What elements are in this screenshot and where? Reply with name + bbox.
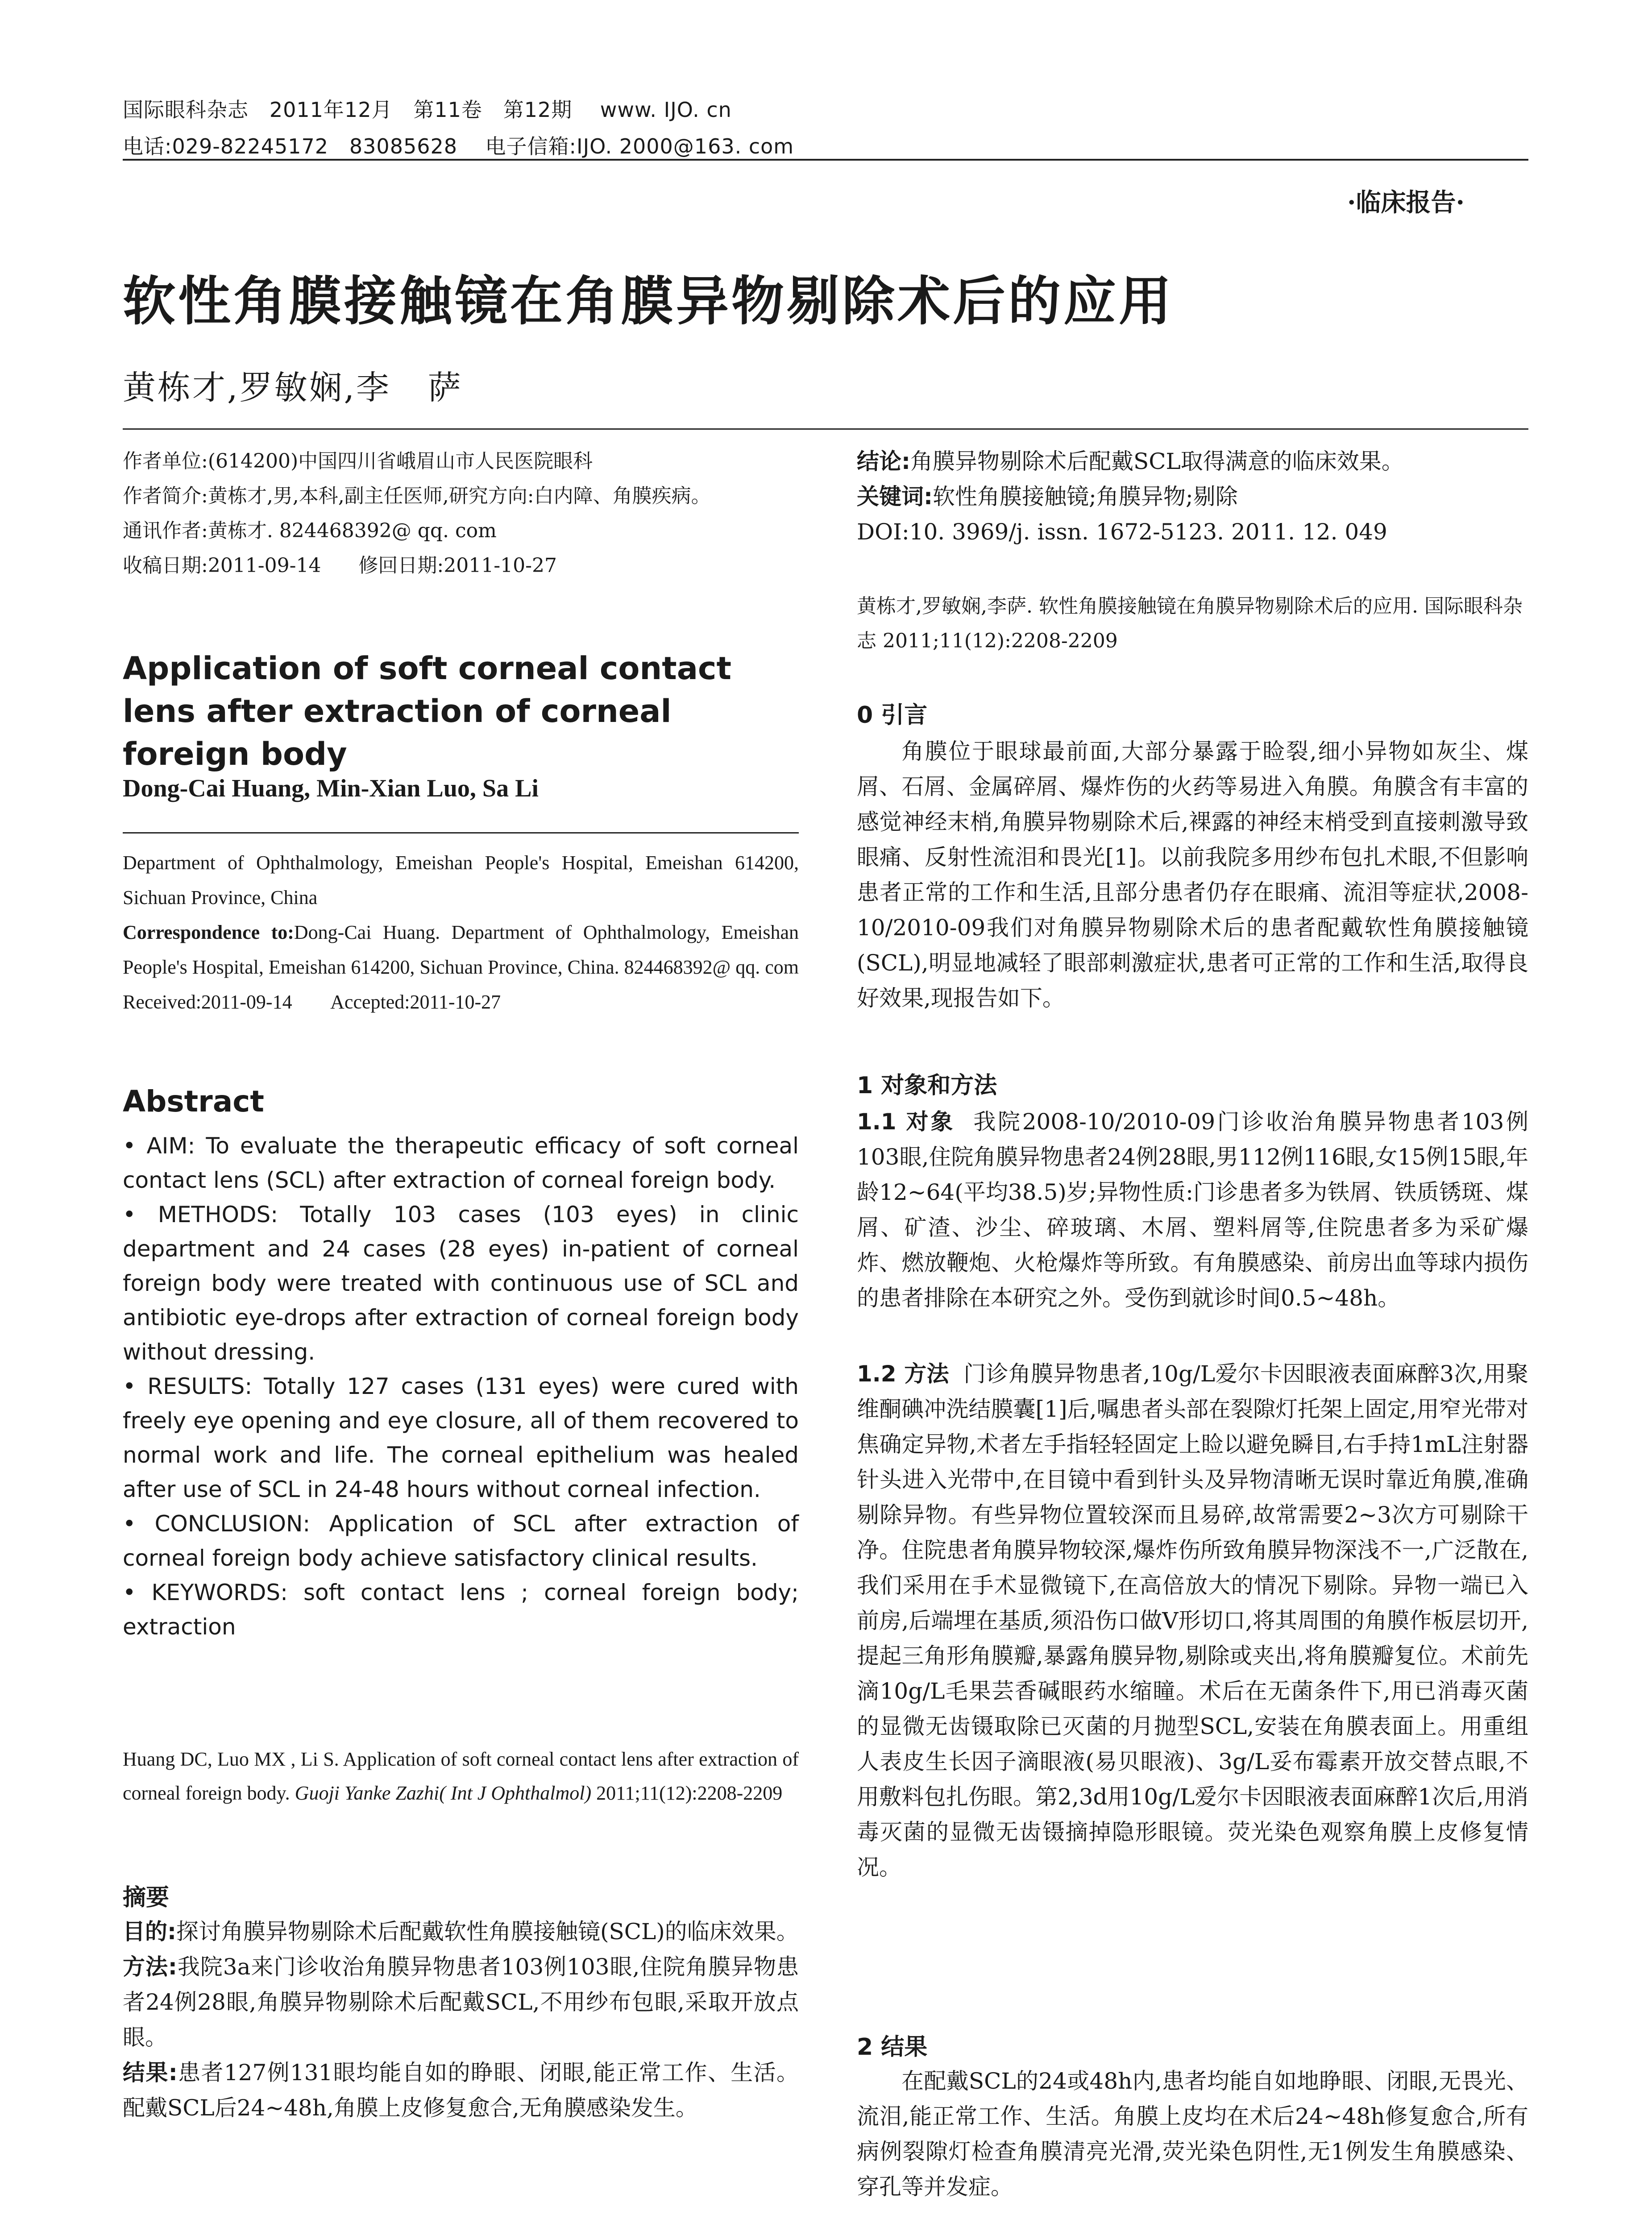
english-affiliation: Department of Ophthalmology, Emeishan People's Hospital, Emeishan 614200, Sichuan Province, China (123, 852, 799, 908)
abstract-methods: • METHODS: Totally 103 cases (103 eyes) in clinic department and 24 cases (28 eyes) in-patient of corneal foreign body were treated with continuous use of SCL and antibiotic eye-drops after extraction of corneal foreign body without dressing. (123, 1202, 799, 1365)
abstract-continuation (857, 444, 1528, 550)
english-abstract (123, 1129, 799, 1644)
subsection-methods-text: 门诊角膜异物患者,10g/L爱尔卡因眼液表面麻醉3次,用聚维酮碘冲洗结膜囊[1]后,嘱患者头部在裂隙灯托架上固定,用窄光带对焦确定异物,术者左手指轻轻固定上睑以避免瞬目,右手持1mL注射器针头进入光带中,在目镜中看到针头及异物清晰无误时靠近角膜,准确剔除异物。有些异物位置较深而且易碎,故常需要2~3次方可剔除干净。住院患者角膜异物较深,爆炸伤所致角膜异物深浅不一,广泛散在,我们采用在手术显微镜下,在高倍放大的情况下剔除。异物一端已入前房,后端埋在基质,须沿伤口做V形切口,将其周围的角膜作板层切开,提起三角形角膜瓣,暴露角膜异物,剔除或夹出,将角膜瓣复位。术前先滴10g/L毛果芸香碱眼药水缩瞳。术后在无菌条件下,用已消毒灭菌的显微无齿镊取除已灭菌的月抛型SCL,安装在角膜表面上。用重组人表皮生长因子滴眼液(易贝眼液)、3g/L妥布霉素开放交替点眼,不用敷料包扎伤眼。第2,3d用10g/L爱尔卡因眼液表面麻醉1次后,用消毒灭菌的显微无齿镊摘掉隐形眼镜。荧光染色观察角膜上皮修复情况。 (857, 1361, 1528, 1880)
english-title: Application of soft corneal contact lens after extraction of corneal foreign body (123, 650, 731, 772)
corresponding-author: 通讯作者:黄栋才. 824468392@ qq. com (123, 519, 497, 542)
subsection-subjects-text: 我院2008-10/2010-09门诊收治角膜异物患者103例103眼,住院角膜异物患者24例28眼,男112例116眼,女15例15眼,年龄12~64(平均38.5)岁;异物性质:门诊患者多为铁屑、铁质锈斑、煤屑、矿渣、沙尘、碎玻璃、木屑、塑料屑等,住院患者多为采矿爆炸、燃放鞭炮、火枪爆炸等所致。有角膜感染、前房出血等球内损伤的患者排除在本研究之外。受伤到就诊时间0.5~48h。 (857, 1109, 1528, 1311)
chinese-citation: 黄栋才,罗敏娴,李萨. 软性角膜接触镜在角膜异物剔除术后的应用. 国际眼科杂志 2011;11(12):2208-2209 (857, 595, 1523, 652)
zh-conclusion-text: 角膜异物剔除术后配戴SCL取得满意的临床效果。 (910, 448, 1404, 474)
zh-methods-label: 方法: (123, 1954, 177, 1980)
section-label: ·临床报告· (1347, 188, 1465, 217)
zh-results-label: 结果: (123, 2060, 178, 2086)
article-authors: 黄栋才,罗敏娴,李 萨 (123, 369, 463, 407)
authors-divider (123, 428, 1528, 430)
zh-abstract-results (123, 2055, 799, 2126)
zh-objective-label: 目的: (123, 1919, 176, 1945)
header-divider (123, 159, 1528, 161)
section-intro-heading: 0 引言 (857, 702, 928, 729)
author-affiliation: 作者单位:(614200)中国四川省峨眉山市人民医院眼科 (123, 450, 593, 473)
subsection-subjects (857, 1104, 1528, 1316)
english-received: Received:2011-09-14 Accepted:2011-10-27 (123, 991, 501, 1013)
subsection-methods (857, 1356, 1528, 1885)
zh-keywords (857, 479, 1528, 514)
english-authors-divider (123, 832, 799, 834)
zh-keywords-label: 关键词: (857, 484, 933, 510)
citation-authors-title: Huang DC, Luo MX , Li S. Application of soft corneal contact lens after extraction of corneal foreign body. (123, 1748, 799, 1804)
subsection-methods-label: 1.2 方法 (857, 1361, 949, 1387)
zh-keywords-text: 软性角膜接触镜;角膜异物;剔除 (933, 484, 1238, 510)
zh-abstract-objective (123, 1914, 799, 1949)
section-methods-heading: 1 对象和方法 (857, 1072, 997, 1099)
received-dates: 收稿日期:2011-09-14 修回日期:2011-10-27 (123, 554, 557, 577)
subsection-subjects-label: 1.1 对象 (857, 1109, 955, 1135)
correspondence-text: Dong-Cai Huang. Department of Ophthalmology, Emeishan People's Hospital, Emeishan 614200, Sichuan Province, China. 824468392@ qq. com (123, 921, 799, 978)
abstract-aim: • AIM: To evaluate the therapeutic efficacy of soft corneal contact lens (SCL) after extraction of corneal foreign body. (123, 1133, 799, 1193)
chinese-abstract-heading: 摘要 (123, 1884, 170, 1911)
english-authors: Dong-Cai Huang, Min-Xian Luo, Sa Li (123, 775, 539, 802)
section-results-text: 在配戴SCL的24或48h内,患者均能自如地睁眼、闭眼,无畏光、流泪,能正常工作、生活。角膜上皮均在术后24~48h修复愈合,所有病例裂隙灯检查角膜清亮光滑,荧光染色阴性,无1例发生角膜感染、穿孔等并发症。 (857, 2068, 1528, 2200)
zh-methods-text: 我院3a来门诊收治角膜异物患者103例103眼,住院角膜异物患者24例28眼,角膜异物剔除术后配戴SCL,不用纱布包眼,采取开放点眼。 (123, 1954, 799, 2050)
journal-header-line2: 电话:029-82245172 83085628 电子信箱:IJO. 2000@163. com (123, 134, 794, 158)
zh-results-text: 患者127例131眼均能自如的睁眼、闭眼,能正常工作、生活。配戴SCL后24~48h,角膜上皮修复愈合,无角膜感染发生。 (123, 2060, 799, 2121)
section-results-heading: 2 结果 (857, 2034, 928, 2061)
citation-volume: 2011;11(12):2208-2209 (596, 1782, 783, 1804)
correspondence-label: Correspondence to: (123, 921, 294, 943)
author-bio: 作者简介:黄栋才,男,本科,副主任医师,研究方向:白内障、角膜疾病。 (123, 485, 711, 507)
english-citation (123, 1742, 799, 1810)
zh-conclusion (857, 444, 1528, 479)
abstract-conclusion: • CONCLUSION: Application of SCL after extraction of corneal foreign body achieve satisfactory clinical results. (123, 1511, 799, 1571)
zh-objective-text: 探讨角膜异物剔除术后配戴软性角膜接触镜(SCL)的临床效果。 (176, 1919, 799, 1945)
abstract-results: • RESULTS: Totally 127 cases (131 eyes) were cured with freely eye opening and eye closure, all of them recovered to normal work and life. The corneal epithelium was healed after use of SCL in 24-48 hours without corneal infection. (123, 1373, 799, 1502)
doi: DOI:10. 3969/j. issn. 1672-5123. 2011. 12. 049 (857, 519, 1387, 545)
zh-conclusion-label: 结论: (857, 448, 910, 474)
journal-header-line1: 国际眼科杂志 2011年12月 第11卷 第12期 www. IJO. cn (123, 98, 732, 122)
citation-journal: Guoji Yanke Zazhi( Int J Ophthalmol) (295, 1782, 592, 1804)
article-title: 软性角膜接触镜在角膜异物剔除术后的应用 (123, 270, 1175, 332)
english-affiliation-block (123, 846, 799, 1020)
english-correspondence (123, 915, 799, 985)
abstract-keywords: • KEYWORDS: soft contact lens ; corneal foreign body; extraction (123, 1580, 799, 1640)
chinese-abstract (123, 1914, 799, 2126)
abstract-heading: Abstract (123, 1084, 264, 1119)
author-info (123, 444, 799, 583)
section-intro-text: 角膜位于眼球最前面,大部分暴露于睑裂,细小异物如灰尘、煤屑、石屑、金属碎屑、爆炸伤的火药等易进入角膜。角膜含有丰富的感觉神经末梢,角膜异物剔除术后,裸露的神经末梢受到直接刺激导致眼痛、反射性流泪和畏光[1]。以前我院多用纱布包扎术眼,不但影响患者正常的工作和生活,且部分患者仍存在眼痛、流泪等症状,2008-10/2010-09我们对角膜异物剔除术后的患者配戴软性角膜接触镜(SCL),明显地减轻了眼部刺激症状,患者可正常的工作和生活,取得良好效果,现报告如下。 (857, 738, 1528, 1011)
zh-abstract-methods (123, 1949, 799, 2055)
